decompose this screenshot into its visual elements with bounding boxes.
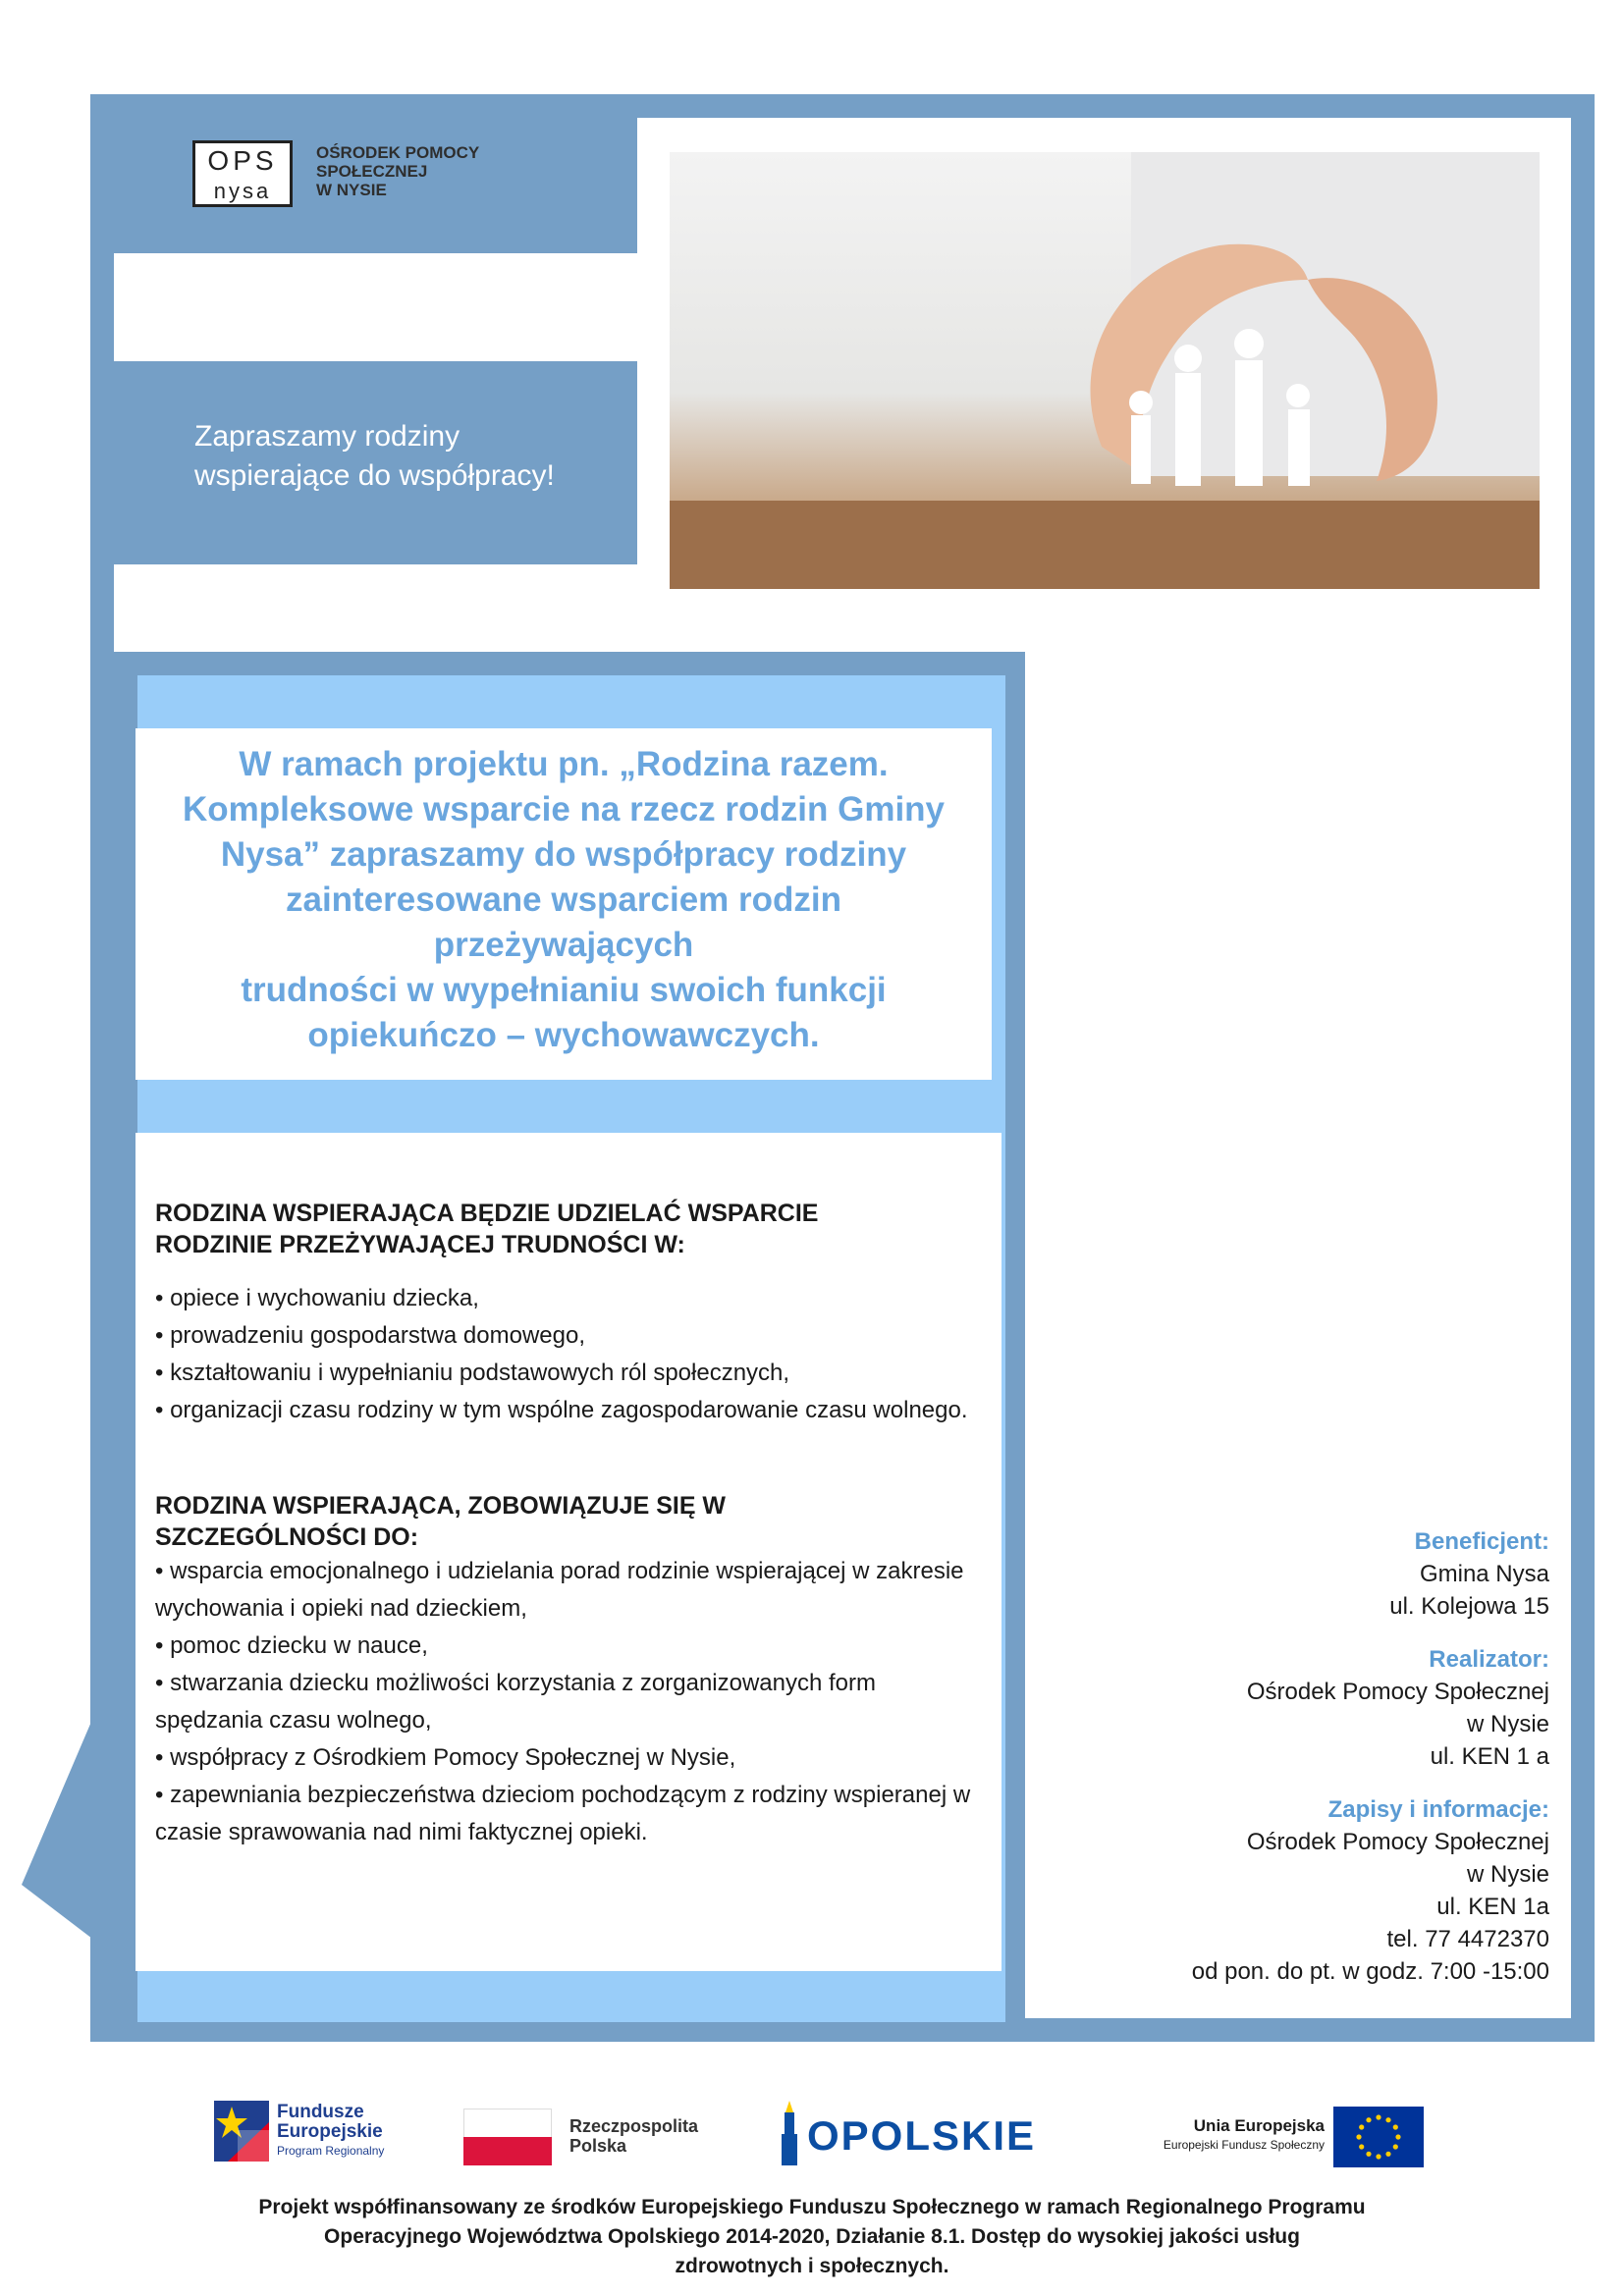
obligations-list (155, 1553, 980, 1851)
realizer-label: Realizator: (1429, 1646, 1549, 1673)
list-item (155, 1317, 980, 1355)
info-line: w Nysie (1466, 1861, 1549, 1888)
footer-text-line: Operacyjnego Województwa Opolskiego 2014-2020, Działanie 8.1. Dostęp do wysokiej jakości usług (324, 2225, 1300, 2248)
slogan-line: Zapraszamy rodziny (194, 420, 460, 453)
list-item (155, 1392, 980, 1429)
list-item-text: kształtowaniu i wypełnianiu podstawowych ról społecznych, (170, 1360, 790, 1386)
list-item (155, 1355, 980, 1392)
wooden-table (670, 501, 1540, 589)
eu-flag-icon (1333, 2107, 1424, 2167)
project-line: zainteresowane wsparciem rodzin (285, 881, 841, 919)
obligations-heading (155, 1490, 980, 1553)
project-line: Kompleksowe wsparcie na rzecz rodzin Gminy (182, 790, 946, 828)
project-line: W ramach projektu pn. „Rodzina razem. (239, 745, 889, 783)
list-item-text: opiece i wychowaniu dziecka, (170, 1285, 479, 1311)
opolskie-tower-icon (778, 2099, 801, 2167)
ops-name-line: SPOŁECZNEJ (316, 162, 428, 181)
support-list (155, 1280, 980, 1429)
slogan-line: wspierające do współpracy! (194, 459, 555, 492)
hands-family-photo (670, 152, 1540, 589)
ops-logo-top: OPS (207, 145, 278, 176)
project-line: przeżywających (433, 926, 694, 964)
polish-flag-icon (463, 2109, 552, 2165)
co-financing-note (147, 2193, 1477, 2281)
realizer-line: w Nysie (1466, 1711, 1549, 1737)
project-line: opiekuńczo – wychowawczych. (307, 1016, 820, 1054)
list-item (155, 1665, 980, 1739)
fe-line: Program Regionalny (277, 2144, 385, 2158)
obligations-heading-line: RODZINA WSPIERAJĄCA, ZOBOWIĄZUJE SIĘ W (155, 1492, 727, 1520)
ue-line: Europejski Fundusz Społeczny (1163, 2138, 1325, 2152)
contact-info (1039, 1525, 1549, 1988)
opolskie-text: OPOLSKIE (807, 2112, 1037, 2159)
rp-line: Rzeczpospolita (569, 2116, 699, 2136)
list-item-text: zapewniania bezpieczeństwa dzieciom pochodzącym z rodziny wspieranej w czasie sprawowania nad nimi faktycznej opieki. (155, 1782, 971, 1845)
list-item-text: organizacji czasu rodziny w tym wspólne zagospodarowanie czasu wolnego. (170, 1397, 968, 1423)
slogan (194, 417, 626, 496)
footer-text-line: Projekt współfinansowany ze środków Europejskiego Funduszu Społecznego w ramach Regionalnego Programu (258, 2196, 1366, 2218)
info-label: Zapisy i informacje: (1327, 1796, 1549, 1823)
photo-illustration (670, 152, 1540, 589)
list-item (155, 1628, 980, 1665)
info-line: ul. KEN 1a (1436, 1894, 1549, 1920)
info-line: od pon. do pt. w godz. 7:00 -15:00 (1191, 1958, 1549, 1985)
rp-line: Polska (569, 2136, 627, 2156)
project-line: trudności w wypełnianiu swoich funkcji (241, 971, 887, 1009)
list-item (155, 1777, 980, 1851)
list-item-text: wsparcia emocjonalnego i udzielania porad rodzinie wspierającej w zakresie wychowania i opieki nad dzieckiem, (155, 1558, 964, 1622)
ops-name (316, 143, 479, 199)
list-item-text: prowadzeniu gospodarstwa domowego, (170, 1322, 586, 1349)
fe-icon (214, 2101, 269, 2162)
beneficiary-label: Beneficjent: (1414, 1528, 1549, 1555)
funding-logos (0, 2095, 1624, 2183)
fe-line: Fundusze (277, 2102, 364, 2122)
footer-text-line: zdrowotnych i społecznych. (675, 2255, 949, 2277)
project-description (135, 728, 992, 1080)
ops-name-line: OŚRODEK POMOCY (316, 143, 480, 162)
list-item-text: współpracy z Ośrodkiem Pomocy Społecznej w Nysie, (170, 1744, 736, 1771)
obligations-heading-line: SZCZEGÓLNOŚCI DO: (155, 1523, 419, 1551)
support-heading (155, 1198, 980, 1260)
support-heading-line: RODZINIE PRZEŻYWAJĄCEJ TRUDNOŚCI W: (155, 1231, 685, 1258)
info-line: Ośrodek Pomocy Społecznej (1246, 1829, 1549, 1855)
realizer-line: Ośrodek Pomocy Społecznej (1246, 1679, 1549, 1705)
list-item-text: stwarzania dziecku możliwości korzystania z zorganizowanych form spędzania czasu wolnego, (155, 1670, 877, 1734)
list-item (155, 1280, 980, 1317)
realizer-line: ul. KEN 1 a (1430, 1743, 1549, 1770)
info-box (135, 1133, 1001, 1971)
ops-logo-bottom: nysa (213, 179, 272, 203)
info-line: tel. 77 4472370 (1386, 1926, 1549, 1952)
list-item (155, 1739, 980, 1777)
beneficiary-line: ul. Kolejowa 15 (1389, 1593, 1549, 1620)
list-item (155, 1553, 980, 1628)
beneficiary-line: Gmina Nysa (1419, 1561, 1549, 1587)
ue-line: Unia Europejska (1193, 2116, 1325, 2135)
project-line: Nysa” zapraszamy do współpracy rodziny (220, 835, 907, 874)
list-item-text: pomoc dziecku w nauce, (170, 1632, 428, 1659)
ops-name-line: W NYSIE (316, 181, 387, 199)
ops-logo (192, 140, 293, 207)
support-heading-line: RODZINA WSPIERAJĄCA BĘDZIE UDZIELAĆ WSPARCIE (155, 1200, 819, 1227)
fe-line: Europejskie (277, 2121, 383, 2142)
